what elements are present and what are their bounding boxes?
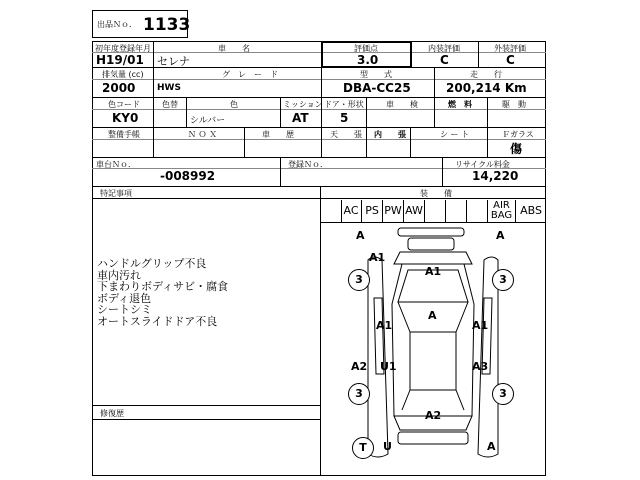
mission-label: ミッション [283, 100, 323, 109]
damage-mark: A1 [376, 319, 393, 332]
reg-label: 初年度登録年月 [95, 44, 151, 53]
equipment-pw: PW [383, 200, 404, 222]
damage-mark: A [356, 229, 365, 242]
equipment-blank [446, 200, 467, 222]
recycle-fee-label: リサイクル料金 [455, 160, 510, 169]
color-code-value: KY0 [112, 111, 139, 125]
name-value: セレナ [157, 55, 190, 68]
lot-number-label: 出品Ｎｏ． [97, 20, 137, 29]
car-diagram [322, 224, 544, 474]
equipment-airbag [488, 200, 516, 222]
damage-mark: U [383, 440, 392, 453]
nox-label: Ｎ Ｏ Ｘ [188, 130, 218, 139]
color-change-label: 色替 [162, 100, 178, 109]
exterior-score-label: 外装評価 [494, 44, 526, 53]
mission-value: AT [292, 111, 309, 125]
damage-mark: A3 [472, 360, 489, 373]
damage-circle: T [352, 437, 374, 459]
note-line: 下まわりボディサビ・腐食 [97, 280, 229, 293]
front-glass-value: 傷 [510, 142, 523, 156]
damage-mark: A [487, 440, 496, 453]
chassis-label: 車台Ｎｏ． [96, 160, 136, 169]
equipment-blank [425, 200, 446, 222]
color-code-label: 色コード [108, 100, 140, 109]
front-bumper [398, 228, 464, 236]
service-manual-label: 整備手帳 [108, 130, 140, 139]
damage-mark: U1 [380, 360, 397, 373]
score-label: 評価点 [354, 44, 378, 53]
color-value: シルバー [190, 116, 226, 126]
mileage-value: 200,214 Km [446, 81, 527, 95]
front-glass-label: Ｆガラス [502, 130, 534, 139]
note-line: ハンドルグリップ不良 [97, 257, 207, 270]
repair-history-label: 修復歴 [100, 409, 124, 418]
note-line: ボディ退色 [97, 291, 152, 305]
note-line: オートスライドドア不良 [97, 314, 218, 328]
model-label: 型 式 [360, 70, 392, 79]
equipment-label: 装 備 [420, 189, 452, 198]
note-line: 車内汚れ [97, 268, 141, 282]
damage-circle: 3 [348, 269, 370, 291]
damage-circle: 3 [492, 383, 514, 405]
damage-mark: A [496, 229, 505, 242]
rear-bumper [398, 432, 468, 444]
equipment-abs: ABS [520, 204, 542, 217]
seat-label: シ ー ト [440, 130, 470, 139]
top-view-body [392, 264, 474, 416]
interior-score-label: 内装評価 [428, 44, 460, 53]
reg-value: H19/01 [96, 53, 144, 67]
damage-mark: A2 [351, 360, 368, 373]
color-label: 色 [230, 100, 238, 109]
equipment-aw: AW [404, 200, 425, 222]
roof [410, 332, 456, 390]
displacement-label: 排気量 (cc) [102, 70, 144, 79]
damage-mark: A1 [369, 251, 386, 264]
chassis-value: -008992 [160, 169, 216, 183]
ceiling-label: 天 張 [330, 130, 362, 139]
equipment-airbag-text: AIR BAG [490, 200, 513, 221]
equipment-ac: AC [341, 200, 362, 222]
grade-value: HWS [157, 83, 181, 93]
interior-score-value: C [440, 53, 449, 67]
notes-label: 特記事項 [100, 189, 132, 198]
damage-mark: A [428, 309, 437, 322]
displacement-value: 2000 [102, 81, 136, 95]
grade-label: グ レ ー ド [222, 70, 278, 79]
note-line: シートシミ [97, 303, 152, 316]
recycle-fee-value: 14,220 [472, 169, 519, 183]
damage-mark: A1 [472, 319, 489, 332]
damage-mark: A2 [425, 409, 442, 422]
history-label: 車 歴 [262, 130, 294, 139]
registration-label: 登録Ｎｏ． [288, 160, 328, 169]
drive-label: 駆 動 [502, 100, 526, 109]
damage-circle: 3 [492, 269, 514, 291]
exterior-score-value: C [506, 53, 515, 67]
equipment-ps: PS [362, 200, 383, 222]
damage-circle: 3 [348, 383, 370, 405]
model-value: DBA-CC25 [343, 81, 411, 95]
name-label: 車 名 [218, 44, 250, 53]
left-side-body [368, 257, 388, 457]
interior-trim-label: 内 張 [374, 130, 406, 139]
door-shape-label: ドア・形状 [324, 100, 364, 109]
doors-value: 5 [340, 111, 349, 125]
front-body [394, 252, 472, 264]
front-grille [408, 238, 454, 250]
score-value: 3.0 [357, 53, 379, 67]
equipment-blank [467, 200, 488, 222]
lot-number-box [92, 10, 191, 38]
fuel-label: 燃 料 [448, 100, 472, 109]
vehicle-inspection-label: 車 検 [386, 100, 418, 109]
mileage-label: 走 行 [470, 70, 502, 79]
lot-number-value: 1133 [143, 15, 191, 35]
notes-list [97, 258, 228, 327]
damage-mark: A1 [425, 265, 442, 278]
